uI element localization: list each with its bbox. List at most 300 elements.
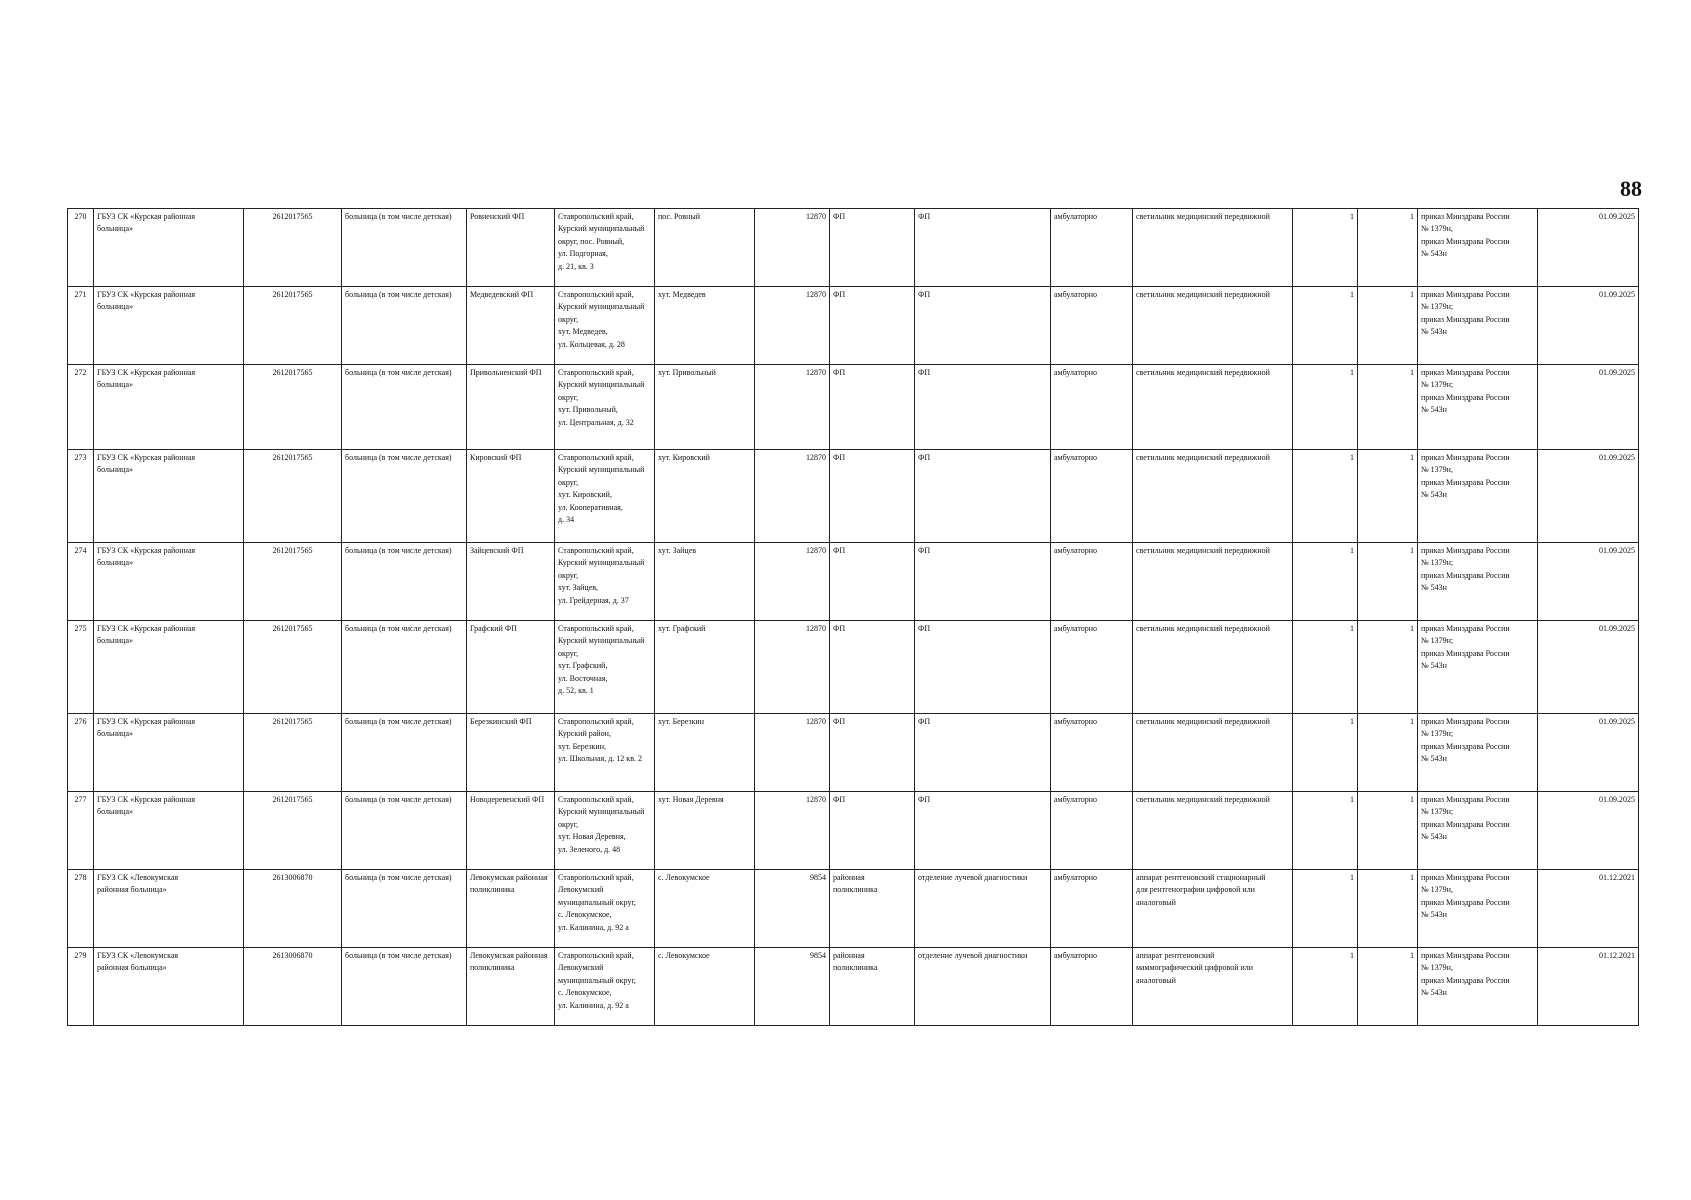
- address-cell-line: с. Левокумское,: [558, 988, 612, 998]
- legal-basis-cell-line: № 1379н;: [1421, 302, 1454, 312]
- facility-type-cell: больница (в том числе детская): [342, 714, 467, 792]
- date-cell: 01.12.2021: [1538, 948, 1639, 1026]
- legal-basis-cell-line: № 1379н,: [1421, 963, 1453, 973]
- quantity-available-cell: 1: [1358, 543, 1418, 621]
- department-cell: ФП: [915, 543, 1051, 621]
- address-cell-line: Курский муниципальный: [558, 380, 645, 390]
- quantity-available-cell: 1: [1358, 365, 1418, 450]
- care-mode-cell: амбулаторно: [1051, 621, 1133, 714]
- equipment-cell-line: светильник медицинский передвижной: [1136, 212, 1270, 221]
- address-cell-line: Левокумский: [558, 885, 604, 895]
- equipment-cell-line: светильник медицинский передвижной: [1136, 368, 1270, 377]
- care-mode-cell: амбулаторно: [1051, 714, 1133, 792]
- quantity-required-cell: 1: [1293, 870, 1358, 948]
- unit-name-cell-line: Кировский ФП: [470, 453, 522, 462]
- unit-name-cell-line: Новодеревенский ФП: [470, 795, 545, 804]
- equipment-cell-line: светильник медицинский передвижной: [1136, 795, 1270, 804]
- care-mode-cell: амбулаторно: [1051, 543, 1133, 621]
- quantity-available-cell: 1: [1358, 792, 1418, 870]
- quantity-required-cell: 1: [1293, 792, 1358, 870]
- row-number-cell: 272: [68, 365, 94, 450]
- quantity-required-cell: 1: [1293, 365, 1358, 450]
- code-cell: 12870: [755, 621, 830, 714]
- quantity-required-cell: 1: [1293, 714, 1358, 792]
- row-number-cell: 274: [68, 543, 94, 621]
- address-cell-line: хут. Зайцев,: [558, 583, 599, 593]
- code-cell: 12870: [755, 714, 830, 792]
- date-cell: 01.09.2025: [1538, 621, 1639, 714]
- inn-cell: 2612017565: [244, 287, 342, 365]
- facility-type-cell: больница (в том числе детская): [342, 948, 467, 1026]
- legal-basis-cell: [1418, 870, 1538, 948]
- address-cell-line: Курский муниципальный: [558, 807, 645, 817]
- address-cell-line: ул. Восточная,: [558, 673, 608, 683]
- address-cell: [555, 948, 655, 1026]
- legal-basis-cell: [1418, 792, 1538, 870]
- legal-basis-cell-line: приказ Минздрава России: [1421, 624, 1510, 633]
- subdivision-cell: ФП: [830, 287, 915, 365]
- address-cell-line: хут. Березкин,: [558, 741, 606, 751]
- legal-basis-cell-line: приказ Минздрава России: [1421, 290, 1510, 299]
- equipment-cell: [1133, 365, 1293, 450]
- address-cell-line: Курский район,: [558, 729, 611, 739]
- code-cell: 9854: [755, 870, 830, 948]
- address-cell-line: Ставропольский край,: [558, 453, 634, 462]
- organization-cell-line: ГБУЗ СК «Курская районная: [97, 717, 196, 726]
- organization-cell-line: больница»: [97, 807, 133, 817]
- legal-basis-cell-line: приказ Минздрава России: [1421, 717, 1510, 726]
- address-cell: [555, 714, 655, 792]
- legal-basis-cell-line: № 1379н,: [1421, 465, 1453, 475]
- organization-cell: [94, 621, 244, 714]
- facility-type-cell: больница (в том числе детская): [342, 365, 467, 450]
- address-cell-line: округ,: [558, 477, 579, 487]
- address-cell-line: Курский муниципальный: [558, 465, 645, 475]
- unit-name-cell-line: поликлиника: [470, 885, 515, 895]
- table-row: [68, 209, 1639, 287]
- address-cell-line: муниципальный округ,: [558, 897, 636, 907]
- legal-basis-cell-line: приказ Минздрава России: [1421, 873, 1510, 882]
- department-cell: отделение лучевой диагностики: [915, 948, 1051, 1026]
- address-cell-line: ул. Школьная, д. 12 кв. 2: [558, 754, 642, 764]
- address-cell-line: Ставропольский край,: [558, 290, 634, 299]
- inn-cell: 2612017565: [244, 714, 342, 792]
- row-number-cell: 270: [68, 209, 94, 287]
- row-number-cell: 275: [68, 621, 94, 714]
- organization-cell-line: больница»: [97, 302, 133, 312]
- organization-cell: [94, 870, 244, 948]
- equipment-cell-line: для рентгенографии цифровой или: [1136, 885, 1255, 895]
- legal-basis-cell-line: № 1379н;: [1421, 636, 1454, 646]
- address-cell-line: ул. Центральная, д. 32: [558, 417, 634, 427]
- care-mode-cell: амбулаторно: [1051, 365, 1133, 450]
- address-cell-line: муниципальный округ,: [558, 975, 636, 985]
- code-cell: 12870: [755, 209, 830, 287]
- legal-basis-cell-line: приказ Минздрава России: [1421, 741, 1510, 751]
- unit-name-cell-line: Левокумская районная: [470, 951, 548, 960]
- legal-basis-cell-line: приказ Минздрава России: [1421, 951, 1510, 960]
- equipment-cell: [1133, 948, 1293, 1026]
- organization-cell-line: ГБУЗ СК «Курская районная: [97, 290, 196, 299]
- address-cell-line: округ,: [558, 570, 579, 580]
- organization-cell-line: больница»: [97, 636, 133, 646]
- address-cell: [555, 870, 655, 948]
- legal-basis-cell-line: № 543н: [1421, 988, 1447, 998]
- row-number-cell: 277: [68, 792, 94, 870]
- equipment-cell: [1133, 870, 1293, 948]
- subdivision-cell: ФП: [830, 543, 915, 621]
- inn-cell: 2612017565: [244, 543, 342, 621]
- date-cell: 01.09.2025: [1538, 365, 1639, 450]
- department-cell: ФП: [915, 365, 1051, 450]
- legal-basis-cell: [1418, 948, 1538, 1026]
- equipment-cell-line: аналоговый: [1136, 975, 1176, 985]
- subdivision-cell: ФП: [830, 365, 915, 450]
- department-cell: ФП: [915, 287, 1051, 365]
- address-cell-line: ул. Кольцевая, д. 28: [558, 339, 625, 349]
- quantity-available-cell: 1: [1358, 450, 1418, 543]
- care-mode-cell: амбулаторно: [1051, 287, 1133, 365]
- unit-name-cell-line: Графский ФП: [470, 624, 517, 633]
- organization-cell: [94, 450, 244, 543]
- address-cell-line: ул. Грейдерная, д. 37: [558, 595, 629, 605]
- page-number: 88: [1620, 176, 1642, 201]
- address-cell-line: округ,: [558, 314, 579, 324]
- organization-cell: [94, 209, 244, 287]
- address-cell: [555, 287, 655, 365]
- organization-cell-line: ГБУЗ СК «Левокумская: [97, 951, 179, 960]
- facility-type-cell: больница (в том числе детская): [342, 792, 467, 870]
- care-mode-cell: амбулаторно: [1051, 870, 1133, 948]
- locality-cell: хут. Зайцев: [655, 543, 755, 621]
- facility-type-cell: больница (в том числе детская): [342, 870, 467, 948]
- organization-cell: [94, 792, 244, 870]
- legal-basis-cell-line: приказ Минздрава России: [1421, 314, 1510, 324]
- equipment-cell-line: светильник медицинский передвижной: [1136, 290, 1270, 299]
- address-cell-line: округ,: [558, 819, 579, 829]
- legal-basis-cell-line: приказ Минздрава России: [1421, 212, 1510, 221]
- legal-basis-cell-line: № 543н: [1421, 490, 1447, 500]
- equipment-cell: [1133, 714, 1293, 792]
- address-cell: [555, 450, 655, 543]
- department-cell: ФП: [915, 450, 1051, 543]
- table-row: [68, 714, 1639, 792]
- legal-basis-cell-line: приказ Минздрава России: [1421, 795, 1510, 804]
- unit-name-cell-line: поликлиника: [470, 963, 515, 973]
- unit-name-cell: [467, 450, 555, 543]
- legal-basis-cell-line: № 543н: [1421, 754, 1447, 764]
- equipment-cell-line: светильник медицинский передвижной: [1136, 546, 1270, 555]
- legal-basis-cell: [1418, 621, 1538, 714]
- address-cell-line: д. 34: [558, 514, 575, 524]
- inn-cell: 2612017565: [244, 365, 342, 450]
- address-cell: [555, 792, 655, 870]
- unit-name-cell-line: Зайцевский ФП: [470, 546, 524, 555]
- address-cell-line: хут. Привольный,: [558, 405, 618, 415]
- department-cell: ФП: [915, 209, 1051, 287]
- address-cell-line: округ,: [558, 392, 579, 402]
- organization-cell: [94, 543, 244, 621]
- quantity-available-cell: 1: [1358, 621, 1418, 714]
- date-cell: 01.09.2025: [1538, 543, 1639, 621]
- quantity-required-cell: 1: [1293, 450, 1358, 543]
- locality-cell: хут. Березкин: [655, 714, 755, 792]
- row-number-cell: 276: [68, 714, 94, 792]
- unit-name-cell: [467, 714, 555, 792]
- care-mode-cell: амбулаторно: [1051, 792, 1133, 870]
- table-row: [68, 792, 1639, 870]
- unit-name-cell: [467, 621, 555, 714]
- organization-cell-line: ГБУЗ СК «Левокумская: [97, 873, 179, 882]
- quantity-required-cell: 1: [1293, 209, 1358, 287]
- locality-cell: хут. Графский: [655, 621, 755, 714]
- address-cell-line: хут. Графский,: [558, 661, 608, 671]
- address-cell-line: Ставропольский край,: [558, 951, 634, 960]
- equipment-cell: [1133, 621, 1293, 714]
- organization-cell-line: больница»: [97, 558, 133, 568]
- date-cell: 01.12.2021: [1538, 870, 1639, 948]
- table-row: [68, 365, 1639, 450]
- locality-cell: с. Левокумское: [655, 948, 755, 1026]
- unit-name-cell: [467, 365, 555, 450]
- organization-cell: [94, 714, 244, 792]
- table-row: [68, 450, 1639, 543]
- code-cell: 12870: [755, 543, 830, 621]
- equipment-cell-line: светильник медицинский передвижной: [1136, 717, 1270, 726]
- locality-cell: пос. Ровный: [655, 209, 755, 287]
- quantity-available-cell: 1: [1358, 948, 1418, 1026]
- legal-basis-cell-line: приказ Минздрава России: [1421, 236, 1510, 246]
- legal-basis-cell-line: приказ Минздрава России: [1421, 477, 1510, 487]
- code-cell: 12870: [755, 365, 830, 450]
- department-cell: отделение лучевой диагностики: [915, 870, 1051, 948]
- address-cell: [555, 209, 655, 287]
- legal-basis-cell-line: приказ Минздрава России: [1421, 546, 1510, 555]
- legal-basis-cell-line: приказ Минздрава России: [1421, 975, 1510, 985]
- legal-basis-cell-line: приказ Минздрава России: [1421, 453, 1510, 462]
- date-cell: 01.09.2025: [1538, 287, 1639, 365]
- address-cell-line: д. 21, кв. 3: [558, 261, 594, 271]
- equipment-registry-table: [67, 208, 1639, 1026]
- facility-type-cell: больница (в том числе детская): [342, 209, 467, 287]
- quantity-available-cell: 1: [1358, 714, 1418, 792]
- address-cell-line: д. 52, кв. 1: [558, 685, 594, 695]
- unit-name-cell-line: Левокумская районная: [470, 873, 548, 882]
- address-cell-line: Ставропольский край,: [558, 212, 634, 221]
- address-cell-line: ул. Калинина, д. 92 а: [558, 1000, 629, 1010]
- legal-basis-cell-line: № 543н: [1421, 405, 1447, 415]
- care-mode-cell: амбулаторно: [1051, 450, 1133, 543]
- legal-basis-cell-line: приказ Минздрава России: [1421, 897, 1510, 907]
- quantity-available-cell: 1: [1358, 870, 1418, 948]
- organization-cell-line: ГБУЗ СК «Курская районная: [97, 453, 196, 462]
- quantity-required-cell: 1: [1293, 287, 1358, 365]
- legal-basis-cell-line: приказ Минздрава России: [1421, 819, 1510, 829]
- address-cell-line: Ставропольский край,: [558, 546, 634, 555]
- legal-basis-cell-line: № 543н: [1421, 910, 1447, 920]
- department-cell: ФП: [915, 621, 1051, 714]
- address-cell-line: хут. Кировский,: [558, 490, 612, 500]
- equipment-cell: [1133, 792, 1293, 870]
- legal-basis-cell-line: № 1379н;: [1421, 558, 1454, 568]
- organization-cell: [94, 287, 244, 365]
- organization-cell-line: больница»: [97, 729, 133, 739]
- subdivision-cell: ФП: [830, 714, 915, 792]
- unit-name-cell-line: Привольненский ФП: [470, 368, 542, 377]
- quantity-required-cell: 1: [1293, 621, 1358, 714]
- table-row: [68, 543, 1639, 621]
- inn-cell: 2613006870: [244, 870, 342, 948]
- code-cell: 9854: [755, 948, 830, 1026]
- subdivision-cell: районная поликлиника: [830, 870, 915, 948]
- address-cell-line: Ставропольский край,: [558, 368, 634, 377]
- subdivision-cell: ФП: [830, 209, 915, 287]
- row-number-cell: 278: [68, 870, 94, 948]
- quantity-required-cell: 1: [1293, 948, 1358, 1026]
- unit-name-cell: [467, 287, 555, 365]
- unit-name-cell-line: Медведевский ФП: [470, 290, 534, 299]
- address-cell-line: округ, пос. Ровный,: [558, 236, 625, 246]
- equipment-cell-line: светильник медицинский передвижной: [1136, 624, 1270, 633]
- legal-basis-cell-line: приказ Минздрава России: [1421, 368, 1510, 377]
- quantity-available-cell: 1: [1358, 209, 1418, 287]
- address-cell-line: ул. Зеленого, д. 48: [558, 844, 621, 854]
- legal-basis-cell-line: № 543н: [1421, 583, 1447, 593]
- legal-basis-cell-line: № 543н: [1421, 661, 1447, 671]
- organization-cell-line: больница»: [97, 380, 133, 390]
- code-cell: 12870: [755, 450, 830, 543]
- organization-cell-line: районная больница»: [97, 885, 167, 895]
- subdivision-cell: ФП: [830, 621, 915, 714]
- locality-cell: хут. Кировский: [655, 450, 755, 543]
- equipment-cell: [1133, 209, 1293, 287]
- inn-cell: 2612017565: [244, 621, 342, 714]
- legal-basis-cell: [1418, 450, 1538, 543]
- address-cell-line: хут. Медведев,: [558, 327, 608, 337]
- address-cell-line: хут. Новая Деревня,: [558, 832, 626, 842]
- unit-name-cell: [467, 792, 555, 870]
- organization-cell-line: больница»: [97, 465, 133, 475]
- legal-basis-cell: [1418, 365, 1538, 450]
- legal-basis-cell: [1418, 287, 1538, 365]
- facility-type-cell: больница (в том числе детская): [342, 287, 467, 365]
- legal-basis-cell-line: № 543н: [1421, 327, 1447, 337]
- address-cell-line: Левокумский: [558, 963, 604, 973]
- unit-name-cell-line: Ровненский ФП: [470, 212, 525, 221]
- organization-cell-line: ГБУЗ СК «Курская районная: [97, 795, 196, 804]
- locality-cell: хут. Медведев: [655, 287, 755, 365]
- inn-cell: 2612017565: [244, 209, 342, 287]
- date-cell: 01.09.2025: [1538, 450, 1639, 543]
- address-cell-line: Ставропольский край,: [558, 873, 634, 882]
- legal-basis-cell: [1418, 714, 1538, 792]
- unit-name-cell: [467, 870, 555, 948]
- organization-cell: [94, 948, 244, 1026]
- address-cell-line: Ставропольский край,: [558, 717, 634, 726]
- subdivision-cell: районная поликлиника: [830, 948, 915, 1026]
- equipment-cell-line: аппарат рентгеновский стационарный: [1136, 873, 1266, 882]
- equipment-cell: [1133, 287, 1293, 365]
- quantity-available-cell: 1: [1358, 287, 1418, 365]
- equipment-cell: [1133, 543, 1293, 621]
- legal-basis-cell-line: № 543н: [1421, 832, 1447, 842]
- subdivision-cell: ФП: [830, 450, 915, 543]
- legal-basis-cell-line: № 543н: [1421, 249, 1447, 259]
- quantity-required-cell: 1: [1293, 543, 1358, 621]
- organization-cell-line: ГБУЗ СК «Курская районная: [97, 212, 196, 221]
- table-row: [68, 948, 1639, 1026]
- row-number-cell: 273: [68, 450, 94, 543]
- care-mode-cell: амбулаторно: [1051, 209, 1133, 287]
- organization-cell-line: районная больница»: [97, 963, 167, 973]
- care-mode-cell: амбулаторно: [1051, 948, 1133, 1026]
- address-cell-line: Ставропольский край,: [558, 795, 634, 804]
- organization-cell-line: ГБУЗ СК «Курская районная: [97, 368, 196, 377]
- date-cell: 01.09.2025: [1538, 209, 1639, 287]
- legal-basis-cell-line: приказ Минздрава России: [1421, 392, 1510, 402]
- locality-cell: хут. Новая Деревня: [655, 792, 755, 870]
- inn-cell: 2612017565: [244, 450, 342, 543]
- legal-basis-cell-line: № 1379н;: [1421, 729, 1454, 739]
- table-row: [68, 870, 1639, 948]
- equipment-cell-line: светильник медицинский передвижной: [1136, 453, 1270, 462]
- subdivision-cell: ФП: [830, 792, 915, 870]
- unit-name-cell-line: Березкинский ФП: [470, 717, 532, 726]
- facility-type-cell: больница (в том числе детская): [342, 450, 467, 543]
- address-cell: [555, 621, 655, 714]
- equipment-cell-line: маммографический цифровой или: [1136, 963, 1254, 973]
- legal-basis-cell: [1418, 543, 1538, 621]
- table-row: [68, 621, 1639, 714]
- table-row: [68, 287, 1639, 365]
- legal-basis-cell-line: № 1379н,: [1421, 224, 1453, 234]
- address-cell-line: Курский муниципальный: [558, 636, 645, 646]
- unit-name-cell: [467, 948, 555, 1026]
- address-cell-line: Ставропольский край,: [558, 624, 634, 633]
- address-cell: [555, 365, 655, 450]
- address-cell-line: ул. Подгорная,: [558, 249, 608, 259]
- row-number-cell: 271: [68, 287, 94, 365]
- inn-cell: 2612017565: [244, 792, 342, 870]
- department-cell: ФП: [915, 792, 1051, 870]
- address-cell-line: Курский муниципальный: [558, 224, 645, 234]
- equipment-cell-line: аппарат рентгеновский: [1136, 951, 1215, 960]
- legal-basis-cell-line: приказ Минздрава России: [1421, 648, 1510, 658]
- organization-cell: [94, 365, 244, 450]
- organization-cell-line: ГБУЗ СК «Курская районная: [97, 546, 196, 555]
- facility-type-cell: больница (в том числе детская): [342, 543, 467, 621]
- unit-name-cell: [467, 209, 555, 287]
- legal-basis-cell-line: № 1379н;: [1421, 380, 1454, 390]
- code-cell: 12870: [755, 792, 830, 870]
- address-cell: [555, 543, 655, 621]
- organization-cell-line: ГБУЗ СК «Курская районная: [97, 624, 196, 633]
- address-cell-line: ул. Калинина, д. 92 а: [558, 922, 629, 932]
- inn-cell: 2613006870: [244, 948, 342, 1026]
- address-cell-line: округ,: [558, 648, 579, 658]
- equipment-cell-line: аналоговый: [1136, 897, 1176, 907]
- address-cell-line: с. Левокумское,: [558, 910, 612, 920]
- locality-cell: с. Левокумское: [655, 870, 755, 948]
- legal-basis-cell: [1418, 209, 1538, 287]
- date-cell: 01.09.2025: [1538, 792, 1639, 870]
- organization-cell-line: больница»: [97, 224, 133, 234]
- address-cell-line: Курский муниципальный: [558, 558, 645, 568]
- address-cell-line: Курский муниципальный: [558, 302, 645, 312]
- address-cell-line: ул. Кооперативная,: [558, 502, 623, 512]
- date-cell: 01.09.2025: [1538, 714, 1639, 792]
- legal-basis-cell-line: № 1379н;: [1421, 807, 1454, 817]
